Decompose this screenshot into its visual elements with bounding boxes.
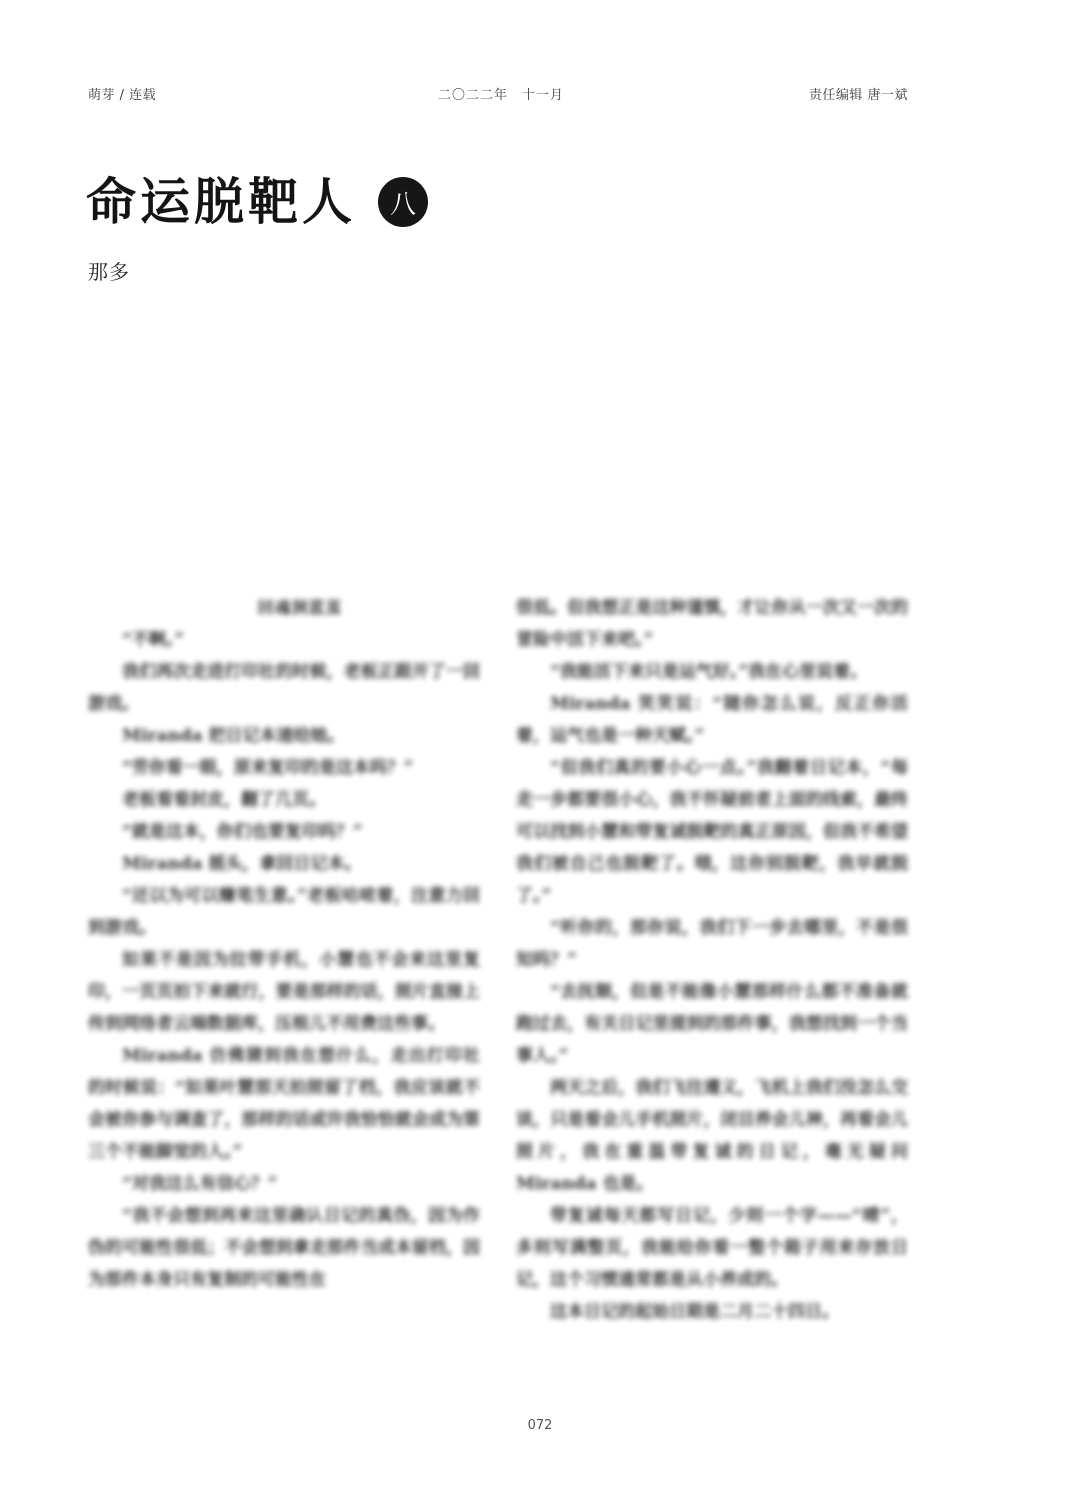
running-header <box>88 84 908 104</box>
paragraph: 这本日记的起始日期是二月二十四日。 <box>550 1302 839 1322</box>
paragraph: 如果不是因为拉带手机，小慧也不会来这里复印，一页页拍下来就行，要是那样的话，照片直接上传到网络者云端数据库，压根儿不用费这些事。 <box>88 950 480 1034</box>
chapter-badge: 八 <box>378 177 428 227</box>
paragraph: “就是这本，你们也要复印吗？” <box>122 822 363 842</box>
left-column <box>88 592 480 1296</box>
paragraph: “去抚顺，但是不能像小慧那样什么都不准备就跑过去，有关日记里提到的那件事，我想找到一个当事人。” <box>516 982 908 1066</box>
title-row <box>86 170 428 234</box>
paragraph: 我们再次走进打印社的时候，老板正跟开了一回游戏。 <box>88 662 480 714</box>
issue-date: 二〇二二年 十一月 <box>438 88 565 103</box>
page-number: 072 <box>527 1418 553 1433</box>
body-text-columns <box>88 592 908 1372</box>
paragraph: 带复诚每天都写日记，少则一个字——“晴”，多则写满整页，我能给你看一整个箱子用来存放日记，这个习惯通常都是从小养成的。 <box>516 1206 908 1290</box>
paragraph: “我不会想到再来这里确认日记的真伪，因为作伪的可能性很低；不会想到拿走那件当成本留档，因为那件本身只有复制的可能性在 <box>88 1206 480 1290</box>
paragraph: Miranda 仿佛猜到我在想什么，走出打印社的时候说：“如果叶慧那天拍照留了档，我应该就不会被你参与调查了，那样的话或许我恰恰就会成为第三个不能脚觉的人。” <box>88 1046 480 1162</box>
paragraph: “我能活下来只是运气好。”我在心里说着。 <box>550 662 868 682</box>
paragraph: Miranda 笑笑说：“随你怎么说，反正你活着，运气也是一种天赋。” <box>516 694 908 746</box>
paragraph: 两天之后，我们飞往遵义，飞机上我们没怎么交谈，只是看会儿手机照片，闭目养会儿神，再看会儿照片，我在重温带复诚的日记，毫无疑问 Miranda 也是。 <box>516 1078 908 1194</box>
section-heading: 回魂洞蓝茧 <box>257 598 343 617</box>
paragraph: “劳你看一眼，原来复印的是这本吗？” <box>122 758 414 778</box>
paragraph: 老板看看封皮，翻了几页。 <box>122 790 326 810</box>
right-column <box>516 592 908 1328</box>
article-title: 命运脱靶人 <box>86 172 356 231</box>
author-name: 那多 <box>88 260 130 284</box>
paragraph: “对我这么有信心？” <box>122 1174 278 1194</box>
paragraph: “听你的，那你说，我们下一步去哪里，不是很知吗？” <box>516 918 908 970</box>
editor-credit: 责任编辑 唐一斌 <box>808 88 908 103</box>
section-label: 萌芽 / 连载 <box>88 88 157 103</box>
paragraph: Miranda 把日记本递给她。 <box>122 726 345 746</box>
paragraph: Miranda 摇头，拿回日记本。 <box>122 854 362 874</box>
paragraph: “还以为可以赚笔生意。”老板咕哝着，注意力回到游戏。 <box>88 886 480 938</box>
paragraph: “但我们真的要小心一点。”我翻着日记本，“每走一步都要很小心，我不怀疑前者上面的线索，最终可以找到小慧和带复诚脱靶的真正原因，但我不希望我们被自己也脱靶了。哦，这你别脱靶，我早就脱了。” <box>516 758 908 906</box>
paragraph: “不啊。” <box>122 630 185 650</box>
paragraph: 很低。但我想正是这种谨慎，才让你从一次又一次的冒险中活下来吧。” <box>516 598 908 650</box>
